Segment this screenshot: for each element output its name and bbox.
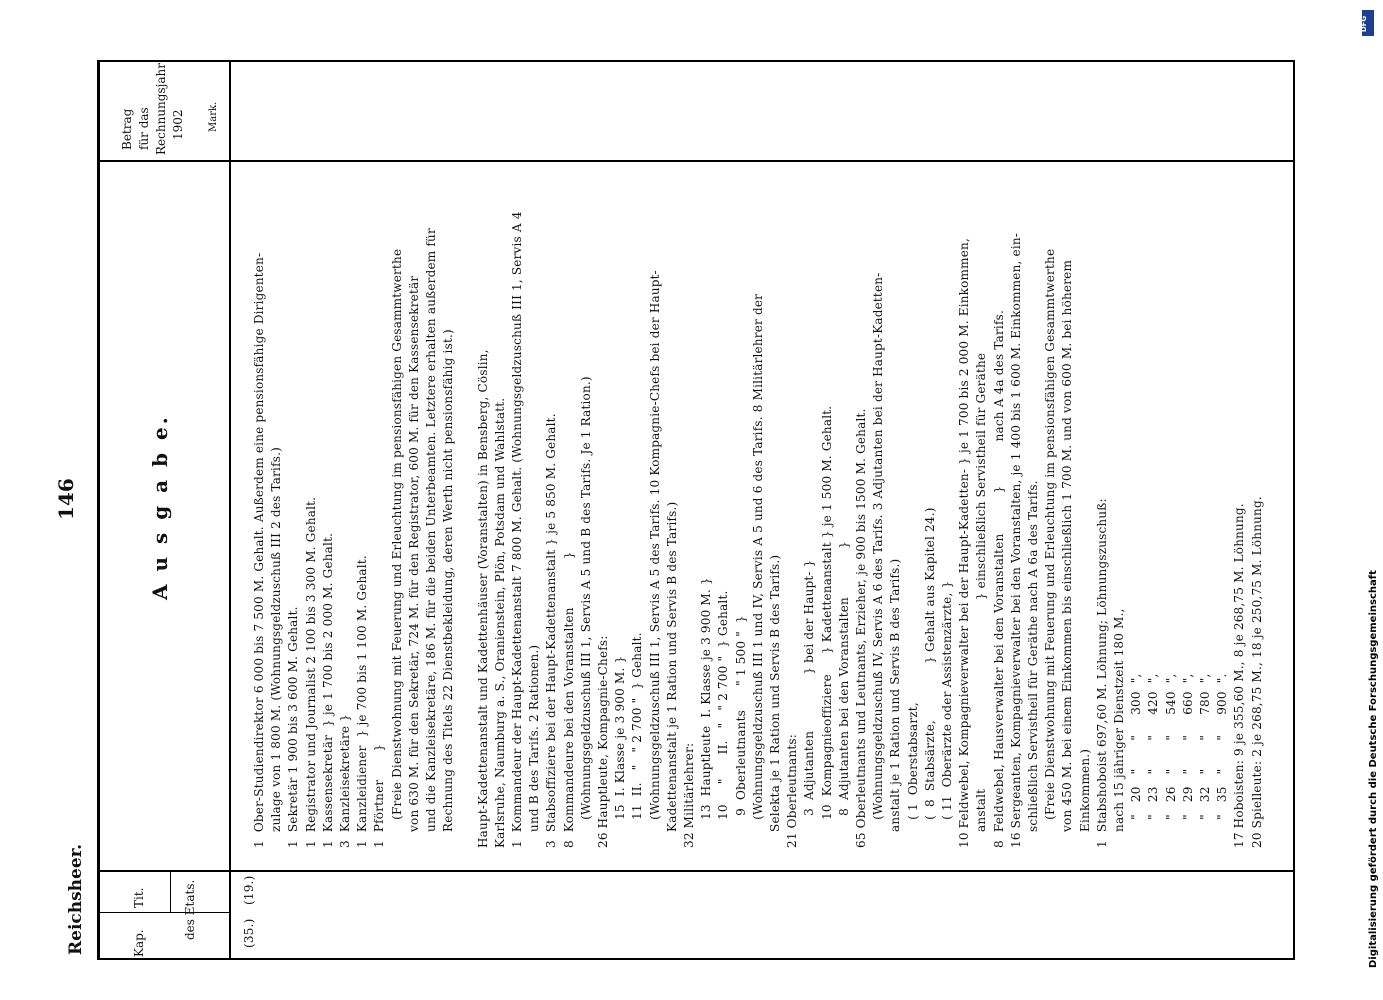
body-line: Rechnung des Titels 22 Dienstbekleidung, deren Werth nicht pensionsfähig ist.) (441, 329, 456, 848)
section-title: A u s g a b e. (148, 414, 172, 600)
kap-tit-column-rule (100, 870, 1293, 872)
body-line: 1 Kanzleidiener } je 700 bis 1 100 M. Gehalt. (355, 555, 370, 848)
body-line: nach 15 jähriger Dienstzeit 180 M., (1112, 608, 1126, 848)
body-line: 3 Adjutanten } bei der Haupt- } (802, 559, 817, 848)
body-line: 1 Kommandeur der Haupt-Kadettenanstalt 7 800 M. Gehalt. (Wohnungsgeldzuschuß III 1, Servis A 4 (510, 211, 524, 848)
header-tit: Tit. (132, 887, 146, 908)
body-line: ( 8 Stabsärzte, } Gehalt aus Kapitel 24.) (922, 507, 937, 848)
body-line: 32 Militärlehrer: (682, 742, 696, 848)
body-line: " 32 " " 780 ", (1198, 673, 1212, 848)
body-line: von 630 M. für den Sekretär, 724 M. für den Registrator, 600 M. für den Kassensekretär (406, 275, 421, 848)
des-etats-divider (170, 872, 171, 912)
body-line: " 29 " " 660 ", (1180, 673, 1195, 848)
body-line: " 20 " " 300 ", (1129, 673, 1144, 848)
body-line: 3 Stabsoffiziere bei der Haupt-Kadettenanstalt } je 5 850 M. Gehalt. (544, 413, 559, 848)
body-line: 1 Stabshoboist 697,60 M. Löhnung; Löhnungszuschuß: (1094, 498, 1109, 848)
body-line: (Wohnungsgeldzuschuß IV, Servis A 6 des Tarifs. 3 Adjutanten bei der Haupt-Kadetten- (871, 272, 886, 848)
body-line: Selekta je 1 Ration und Servis B des Tarifs.) (768, 554, 782, 848)
body-line: 8 Adjutanten bei den Voranstalten } (836, 541, 851, 848)
body-line: schließlich Servistheil für Geräthe nach A 6a des Tarifs. (1026, 480, 1040, 848)
dfg-logo-text: DFG (1360, 15, 1369, 33)
table-bottom-rule (97, 958, 1295, 960)
body-line: Einkommen.) (1077, 748, 1092, 848)
body-line: 15 I. Klasse je 3 900 M. } (613, 655, 628, 848)
body-line: 17 Hoboisten: 9 je 355,60 M., 8 je 268,75 M. Löhnung. (1232, 503, 1247, 848)
body-line: ( 11 Oberärzte oder Assistenzärzte, } (940, 580, 954, 848)
page-number: 146 (54, 478, 78, 520)
ref-kap: (35.) (242, 918, 256, 948)
body-line: (Wohnungsgeldzuschuß III 1, Servis A 5 und B des Tarifs. Je 1 Ration.) (578, 376, 593, 848)
header-betrag-line-2: für das (137, 107, 151, 150)
body-line: " 26 " " 540 ", (1163, 673, 1178, 848)
body-line: 26 Hauptleute, Kompagnie-Chefs: (596, 635, 610, 848)
body-line: 8 Kommandeure bei den Voranstalten } (561, 551, 576, 848)
body-line: 1 Sekretär 1 900 bis 3 600 M. Gehalt. (286, 606, 301, 848)
header-des-etats: des Etats. (183, 879, 197, 940)
table-left-border-thick (97, 62, 100, 960)
body-line: Haupt-Kadettenanstalt und Kadettenhäuser (Voranstalten) in Bensberg, Cöslin, (475, 349, 490, 848)
digitization-note: Digitalisierung gefördert durch die Deutsche Forschungsgemeinschaft (1368, 570, 1379, 968)
body-line: 10 Kompagnieoffiziere } Kadettenanstalt } je 1 500 M. Gehalt. (819, 405, 834, 848)
body-line: " 23 " " 420 ", (1146, 673, 1161, 848)
header-betrag-line-5: Mark. (208, 101, 219, 132)
body-line: 1 Ober-Studiendirektor 6 000 bis 7 500 M. Gehalt. Außerdem eine pensionsfähige Dirigenten- (252, 252, 266, 848)
body-line: (Wohnungsgeldzuschuß III 1, Servis A 5 des Tarifs. 10 Kompagnie-Chefs bei der Haupt- (647, 270, 662, 848)
body-line: 3 Kanzleisekretäre } (338, 713, 352, 848)
body-line: 65 Oberleutnants und Leutnants, Erzieher, je 900 bis 1500 M. Gehalt. (854, 408, 868, 848)
body-line: zulage von 1 800 M. (Wohnungsgeldzuschuß III 2 des Tarifs.) (269, 447, 284, 848)
body-line: " 35 " " 900 ". (1215, 673, 1230, 848)
body-line: 16 Sergeanten, Kompagnieverwalter bei den Voranstalten, je 1 400 bis 1 600 M. Einkommen, ein- (1008, 232, 1023, 848)
table-top-rule (97, 60, 1295, 62)
body-line: anstalt je 1 Ration und Servis B des Tarifs.) (888, 558, 903, 848)
body-line: (Wohnungsgeldzuschuß III 1 und IV, Servis A 5 und 6 des Tarifs. 8 Militärlehrer der (750, 293, 765, 848)
body-line: Kadettenanstalt je 1 Ration und Servis B des Tarifs.) (664, 501, 679, 848)
table-right-border (1293, 62, 1295, 960)
ref-tit: (19.) (242, 875, 256, 905)
dfg-logo (1362, 10, 1374, 36)
running-title: Reichsheer. (66, 844, 86, 955)
body-line: 1 Pförtner } (372, 743, 387, 848)
body-line: 21 Oberleutnants: (785, 734, 800, 848)
header-betrag-line-3: Rechnungsjahr (154, 63, 168, 155)
betrag-column-rule (100, 160, 1293, 162)
header-betrag-line-1: Betrag (120, 108, 134, 150)
body-line: 11 II. " " 2 700 " } Gehalt. (630, 632, 645, 848)
body-line: ( 1 Oberstabsarzt, (905, 702, 920, 848)
body-line: 13 Hauptleute I. Klasse je 3 900 M. } (699, 577, 714, 848)
body-line: 9 Oberleutnants " 1 500 " } (733, 615, 748, 848)
body-line: 1 Registrator und Journalist 2 100 bis 3 300 M. Gehalt. (303, 496, 318, 848)
body-line: 8 Feldwebel, Hausverwalter bei den Voranstalten } nach A 4a des Tarifs. (991, 310, 1006, 848)
body-line: 10 Feldwebel, Kompagnieverwalter bei der Haupt-Kadetten- } je 1 700 bis 2 000 M. Einkommen, (957, 238, 972, 848)
header-betrag-line-4: 1902 (171, 109, 185, 140)
body-line: 10 " II. " " 2 700 " } Gehalt. (716, 590, 731, 848)
header-separator (229, 62, 231, 960)
kap-tit-divider (100, 912, 229, 913)
body-line: anstalt } einschließlich Servistheil für Geräthe (974, 352, 989, 848)
body-line: und B des Tarifs. 2 Rationen.) (527, 644, 542, 848)
body-line: und die Kanzleisekretäre, 186 M. für die beiden Unterbeamten. Letztere erhalten außerdem für (424, 228, 438, 848)
body-line: von 450 M. bei einem Einkommen bis einschließlich 1 700 M. und von 600 M. bei höherem (1060, 259, 1075, 848)
body-line: 1 Kassensekretär } je 1 700 bis 2 000 M. Gehalt. (320, 532, 335, 848)
header-kap: Kap. (132, 929, 146, 957)
body-line: (Freie Dienstwohnung mit Feuerung und Erleuchtung im pensionsfähigen Gesammtwerthe (1043, 248, 1058, 848)
body-line: Karlsruhe, Naumburg a. S., Oranienstein, Plön, Potsdam und Wahlstatt. (492, 397, 507, 848)
body-line: (Freie Dienstwohnung mit Feuerung und Erleuchtung im pensionsfähigen Gesammtwerthe (389, 248, 404, 848)
body-line: 20 Spielleute: 2 je 268,75 M., 18 je 250,75 M. Löhnung. (1249, 496, 1264, 848)
